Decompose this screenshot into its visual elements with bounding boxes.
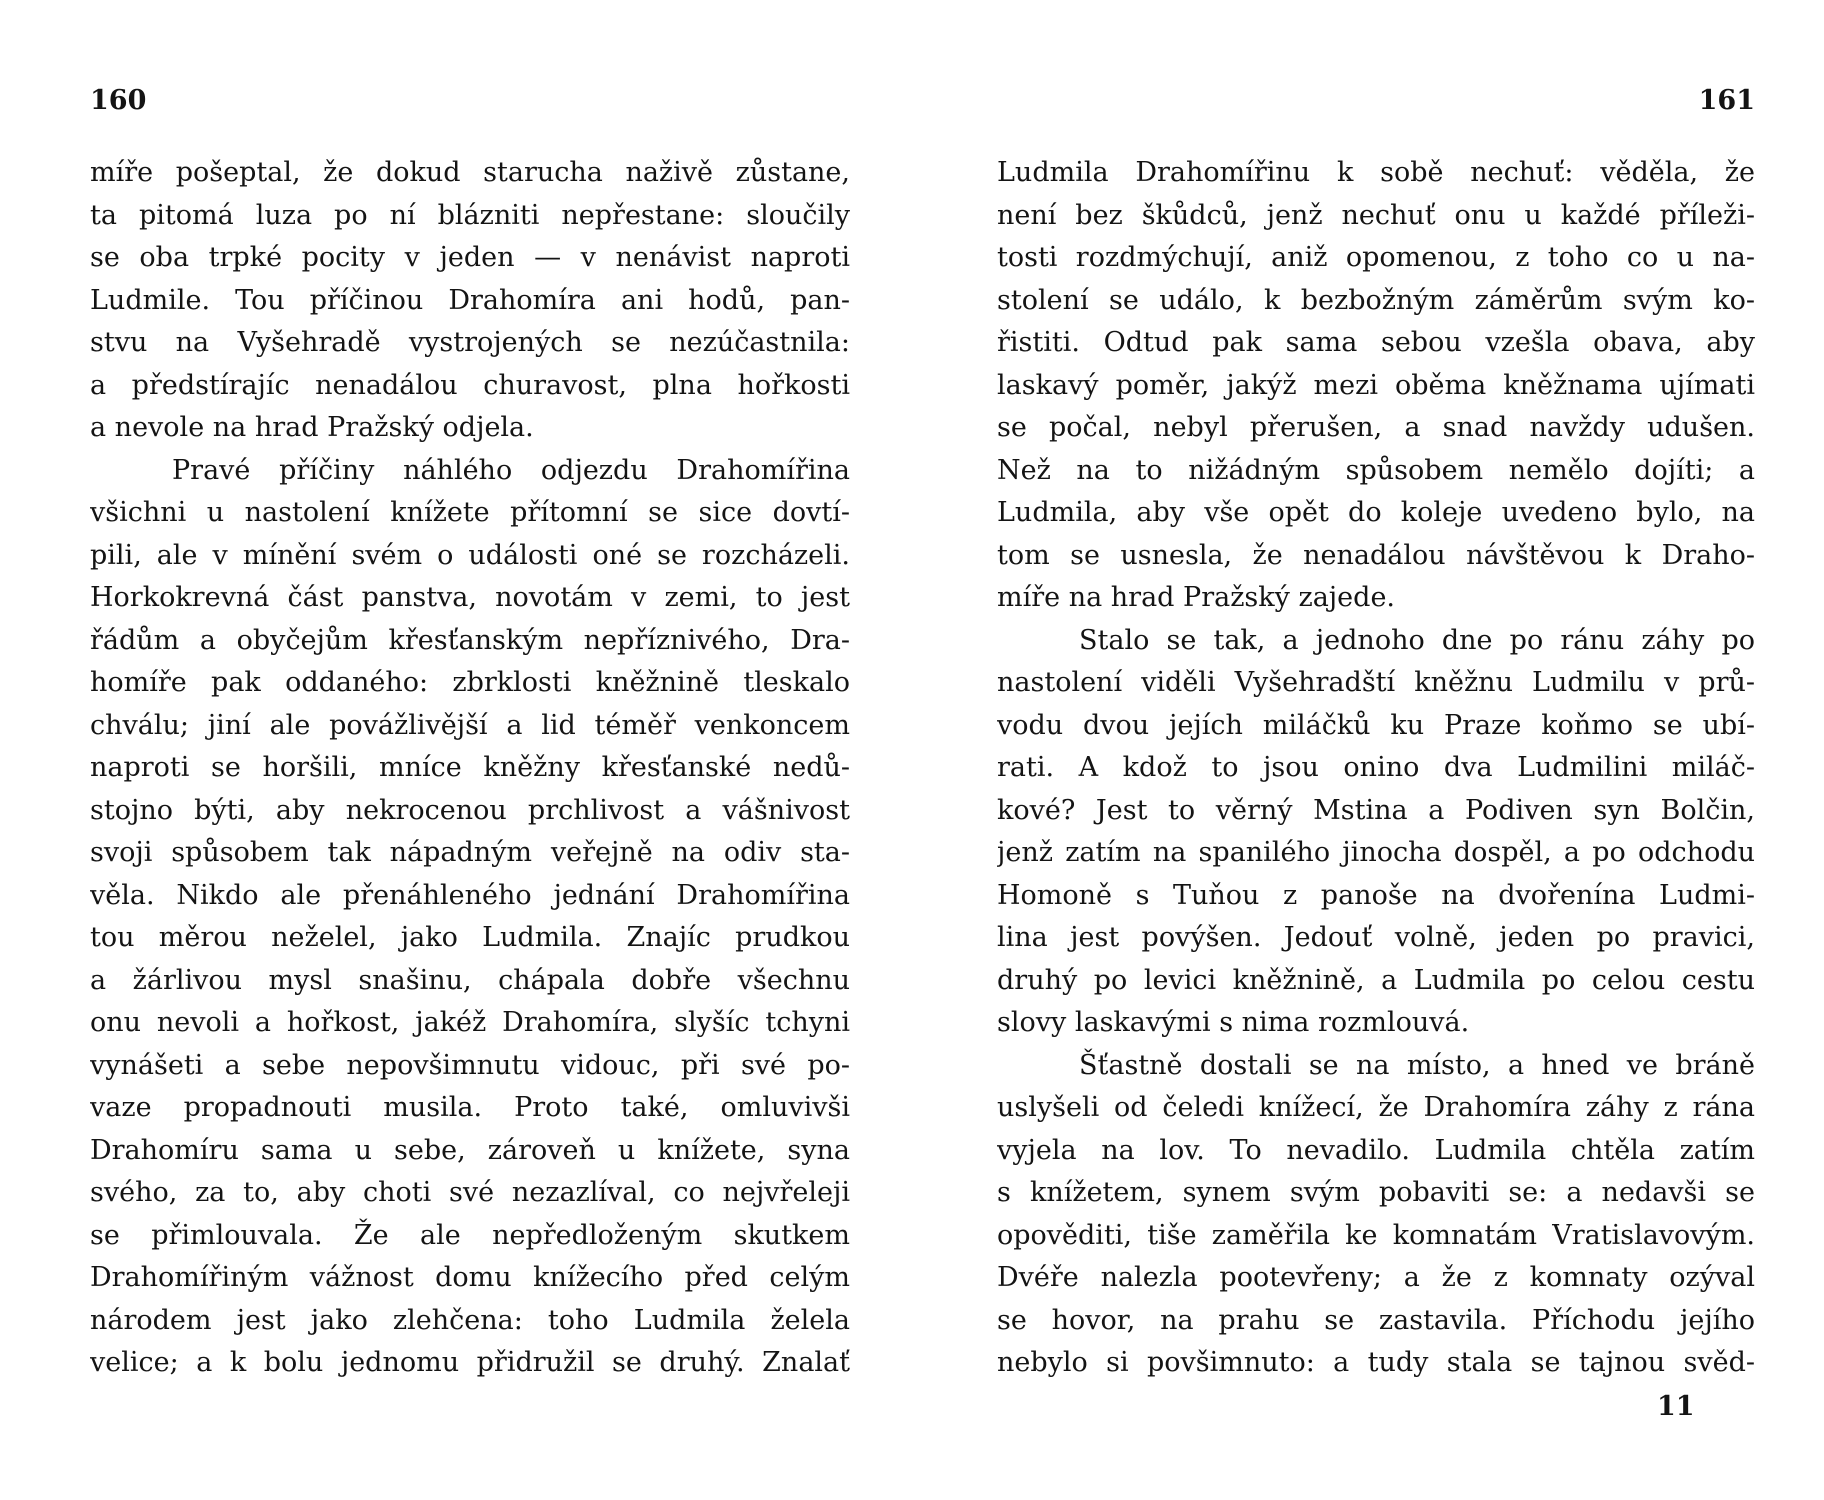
text-line: Ludmile. Tou příčinou Drahomíra ani hodů, pan- — [90, 284, 850, 316]
text-line: tom se usnesla, že nenadálou návštěvou k Draho- — [997, 539, 1755, 571]
text-line: vodu dvou jejích miláčků ku Praze koňmo se ubí- — [997, 709, 1755, 741]
right-page-text — [997, 152, 1755, 1385]
text-line: stvu na Vyšehradě vystrojených se nezúčastnila: — [90, 327, 850, 358]
text-line: Šťastně dostali se na místo, a hned ve bráně — [1079, 1049, 1755, 1081]
text-line: druhý po levici kněžnině, a Ludmila po celou cestu — [997, 964, 1755, 996]
text-line: Pravé příčiny náhlého odjezdu Drahomířina — [172, 454, 850, 486]
text-line: Drahomířiným vážnost domu knížecího před celým — [90, 1262, 850, 1293]
text-line: naproti se horšili, mníce kněžny křesťanské nedů- — [90, 752, 850, 783]
text-line: Homoně s Tuňou z panoše na dvořenína Ludmi- — [997, 879, 1755, 911]
text-line: všichni u nastolení knížete přítomní se sice dovtí- — [90, 497, 850, 528]
text-line: homíře pak oddaného: zbrklosti kněžnině tleskalo — [90, 667, 850, 698]
text-line: Stalo se tak, a jednoho dne po ránu záhy po — [1079, 624, 1755, 656]
text-line: a předstírajíc nenadálou churavost, plna hořkosti — [90, 369, 850, 401]
text-line: svoji spůsobem tak nápadným veřejně na odiv sta- — [90, 837, 850, 868]
text-line: Než na to nižádným spůsobem nemělo dojíti; a — [997, 454, 1755, 486]
text-line: uslyšeli od čeledi knížecí, že Drahomíra záhy z rána — [997, 1092, 1755, 1123]
text-line: Drahomíru sama u sebe, zároveň u knížete, syna — [90, 1134, 850, 1166]
text-line: národem jest jako zlehčena: toho Ludmila želela — [90, 1304, 850, 1336]
left-page-number: 160 — [90, 85, 147, 116]
text-line: řádům a obyčejům křesťanským nepříznivého, Dra- — [90, 624, 850, 656]
text-line: se oba trpké pocity v jeden — v nenávist naproti — [90, 242, 850, 273]
text-line: onu nevoli a hořkost, jakéž Drahomíra, slyšíc tchyni — [90, 1007, 850, 1038]
text-line: kové? Jest to věrný Mstina a Podiven syn Bolčin, — [997, 794, 1755, 826]
text-line: ta pitomá luza po ní blázniti nepřestane: sloučily — [90, 199, 850, 231]
text-line: není bez škůdců, jenž nechuť onu u každé příleži- — [997, 199, 1755, 231]
text-line: s knížetem, synem svým pobaviti se: a nedavši se — [997, 1177, 1755, 1208]
text-line: tou měrou neželel, jako Ludmila. Znajíc prudkou — [90, 922, 850, 953]
text-line: lina jest povýšen. Jedouť volně, jeden po pravici, — [997, 922, 1755, 953]
text-line: velice; a k bolu jednomu přidružil se druhý. Znalať — [90, 1347, 850, 1378]
signature-mark: 11 — [1657, 1391, 1695, 1422]
text-line: vaze propadnouti musila. Proto také, omluvivši — [90, 1092, 850, 1123]
text-line: míře pošeptal, že dokud starucha naživě zůstane, — [90, 157, 850, 188]
text-line: chválu; jiní ale povážlivější a lid téměř venkoncem — [90, 709, 850, 741]
text-line: svého, za to, aby choti své nezazlíval, co nejvřeleji — [90, 1177, 850, 1208]
text-line: laskavý poměr, jakýž mezi oběma kněžnama ujímati — [997, 369, 1755, 401]
left-page-text — [90, 152, 850, 1385]
text-line: nebylo si povšimnuto: a tudy stala se tajnou svěd- — [997, 1347, 1755, 1378]
text-line: stojno býti, aby nekrocenou prchlivost a vášnivost — [90, 794, 850, 826]
text-line: a žárlivou mysl snašinu, chápala dobře všechnu — [90, 964, 850, 996]
text-line: a nevole na hrad Pražský odjela. — [90, 412, 534, 443]
text-line: stolení se událo, k bezbožným záměrům svým ko- — [997, 284, 1755, 316]
text-line: nastolení viděli Vyšehradští kněžnu Ludmilu v prů- — [997, 667, 1755, 698]
text-line: rati. A kdož to jsou onino dva Ludmilini miláč- — [997, 752, 1755, 783]
text-line: Horkokrevná část panstva, novotám v zemi, to jest — [90, 582, 850, 613]
text-line: Ludmila, aby vše opět do koleje uvedeno bylo, na — [997, 497, 1755, 528]
text-line: vynášeti a sebe nepovšimnutu vidouc, při své po- — [90, 1049, 850, 1081]
text-line: opověditi, tiše zaměřila ke komnatám Vratislavovým. — [997, 1219, 1755, 1251]
text-line: se přimlouvala. Že ale nepředloženým skutkem — [90, 1219, 850, 1251]
text-line: tosti rozdmýchují, aniž opomenou, z toho co u na- — [997, 242, 1755, 273]
text-line: se hovor, na prahu se zastavila. Příchodu jejího — [997, 1304, 1755, 1336]
text-line: Dvéře nalezla pootevřeny; a že z komnaty ozýval — [997, 1262, 1755, 1293]
text-line: věla. Nikdo ale přenáhleného jednání Drahomířina — [90, 879, 850, 911]
text-line: se počal, nebyl přerušen, a snad navždy udušen. — [997, 412, 1755, 443]
text-line: míře na hrad Pražský zajede. — [997, 582, 1395, 613]
text-line: slovy laskavými s nima rozmlouvá. — [997, 1007, 1470, 1038]
text-line: pili, ale v mínění svém o události oné se rozcházeli. — [90, 539, 850, 571]
text-line: jenž zatím na spanilého jinocha dospěl, a po odchodu — [997, 837, 1755, 868]
right-page-number: 161 — [1698, 85, 1755, 116]
text-line: Ludmila Drahomířinu k sobě nechuť: věděla, že — [997, 157, 1755, 188]
text-line: řistiti. Odtud pak sama sebou vzešla obava, aby — [997, 327, 1755, 358]
text-line: vyjela na lov. To nevadilo. Ludmila chtěla zatím — [997, 1134, 1755, 1166]
